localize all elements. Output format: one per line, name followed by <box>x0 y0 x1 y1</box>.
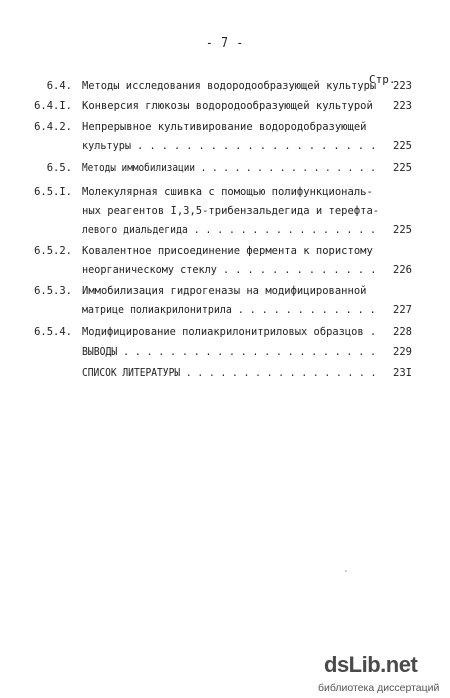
toc-entry-number: 6.4.2. <box>34 121 72 133</box>
toc-entry-page: 228 <box>393 326 412 338</box>
page-column-header: Стр. <box>369 73 396 86</box>
toc-entry-number: 6.4.I. <box>34 100 72 112</box>
toc-entry-title-line: левого диальдегида . . . . . . . . . . . . . . . . <box>82 224 376 236</box>
toc-entry-number: 6.5.I. <box>34 186 72 198</box>
toc-entry-page: 225 <box>393 162 412 174</box>
toc-entry-number: 6.5. <box>46 162 72 174</box>
toc-entry-page: 226 <box>393 264 412 276</box>
toc-entry-page: 229 <box>393 346 412 358</box>
toc-entry-title-line: Иммобилизация гидрогеназы на модифицированной <box>82 285 367 297</box>
watermark-logo <box>318 652 446 696</box>
paper-speck <box>345 570 347 572</box>
toc-entry-title-line: неорганическому стеклу . . . . . . . . . . . . . <box>82 264 377 276</box>
toc-entry-number: 6.5.2. <box>34 245 72 257</box>
toc-entry-page: 23I <box>393 367 412 379</box>
toc-entry-page: 225 <box>393 224 412 236</box>
toc-entry-title-line: ВЫВОДЫ . . . . . . . . . . . . . . . . . . . . . . <box>82 346 376 358</box>
toc-entry-page: 227 <box>393 304 412 316</box>
toc-entry-title-line: культуры . . . . . . . . . . . . . . . . . . . . <box>82 140 377 152</box>
toc-entry-title-line: Методы иммобилизации . . . . . . . . . . . . . . . . <box>82 162 376 174</box>
toc-entry-number: 6.5.3. <box>34 285 72 297</box>
page-number: - 7 - <box>206 36 244 51</box>
toc-entry-title: Методы исследования водородообразующей культуры <box>82 80 377 92</box>
toc-entry-number: 6.5.4. <box>34 326 72 338</box>
toc-entry-title-line: Непрерывное культивирование водородобразующей <box>82 121 367 133</box>
watermark-brand: dsLib.net <box>324 652 418 677</box>
toc-entry-title-line: Молекулярная сшивка с помощью полифункциональ- <box>82 186 373 198</box>
toc-entry-title-line: ных реагентов I,3,5-трибензальдегида и терефта- <box>82 205 380 217</box>
toc-entry-page: 223 <box>393 100 412 112</box>
toc-entry-title: Конверсия глюкозы водородообразующей культурой <box>82 100 373 112</box>
toc-entry-page: 225 <box>393 140 412 152</box>
watermark-tagline: библиотека диссертаций <box>318 682 440 694</box>
toc-entry-title-line: Ковалентное присоединение фермента к пористому <box>82 245 373 257</box>
toc-entry-title-line: СПИСОК ЛИТЕРАТУРЫ . . . . . . . . . . . . . . . . . <box>82 367 377 379</box>
toc-entry-number: 6.4. <box>46 80 72 92</box>
toc-entry-page: 223 <box>393 80 412 92</box>
toc-entry-title-line: Модифицирование полиакрилонитриловых образцов . <box>82 326 377 338</box>
toc-entry-title-line: матрице полиакрилонитрила . . . . . . . . . . . . <box>82 304 376 316</box>
